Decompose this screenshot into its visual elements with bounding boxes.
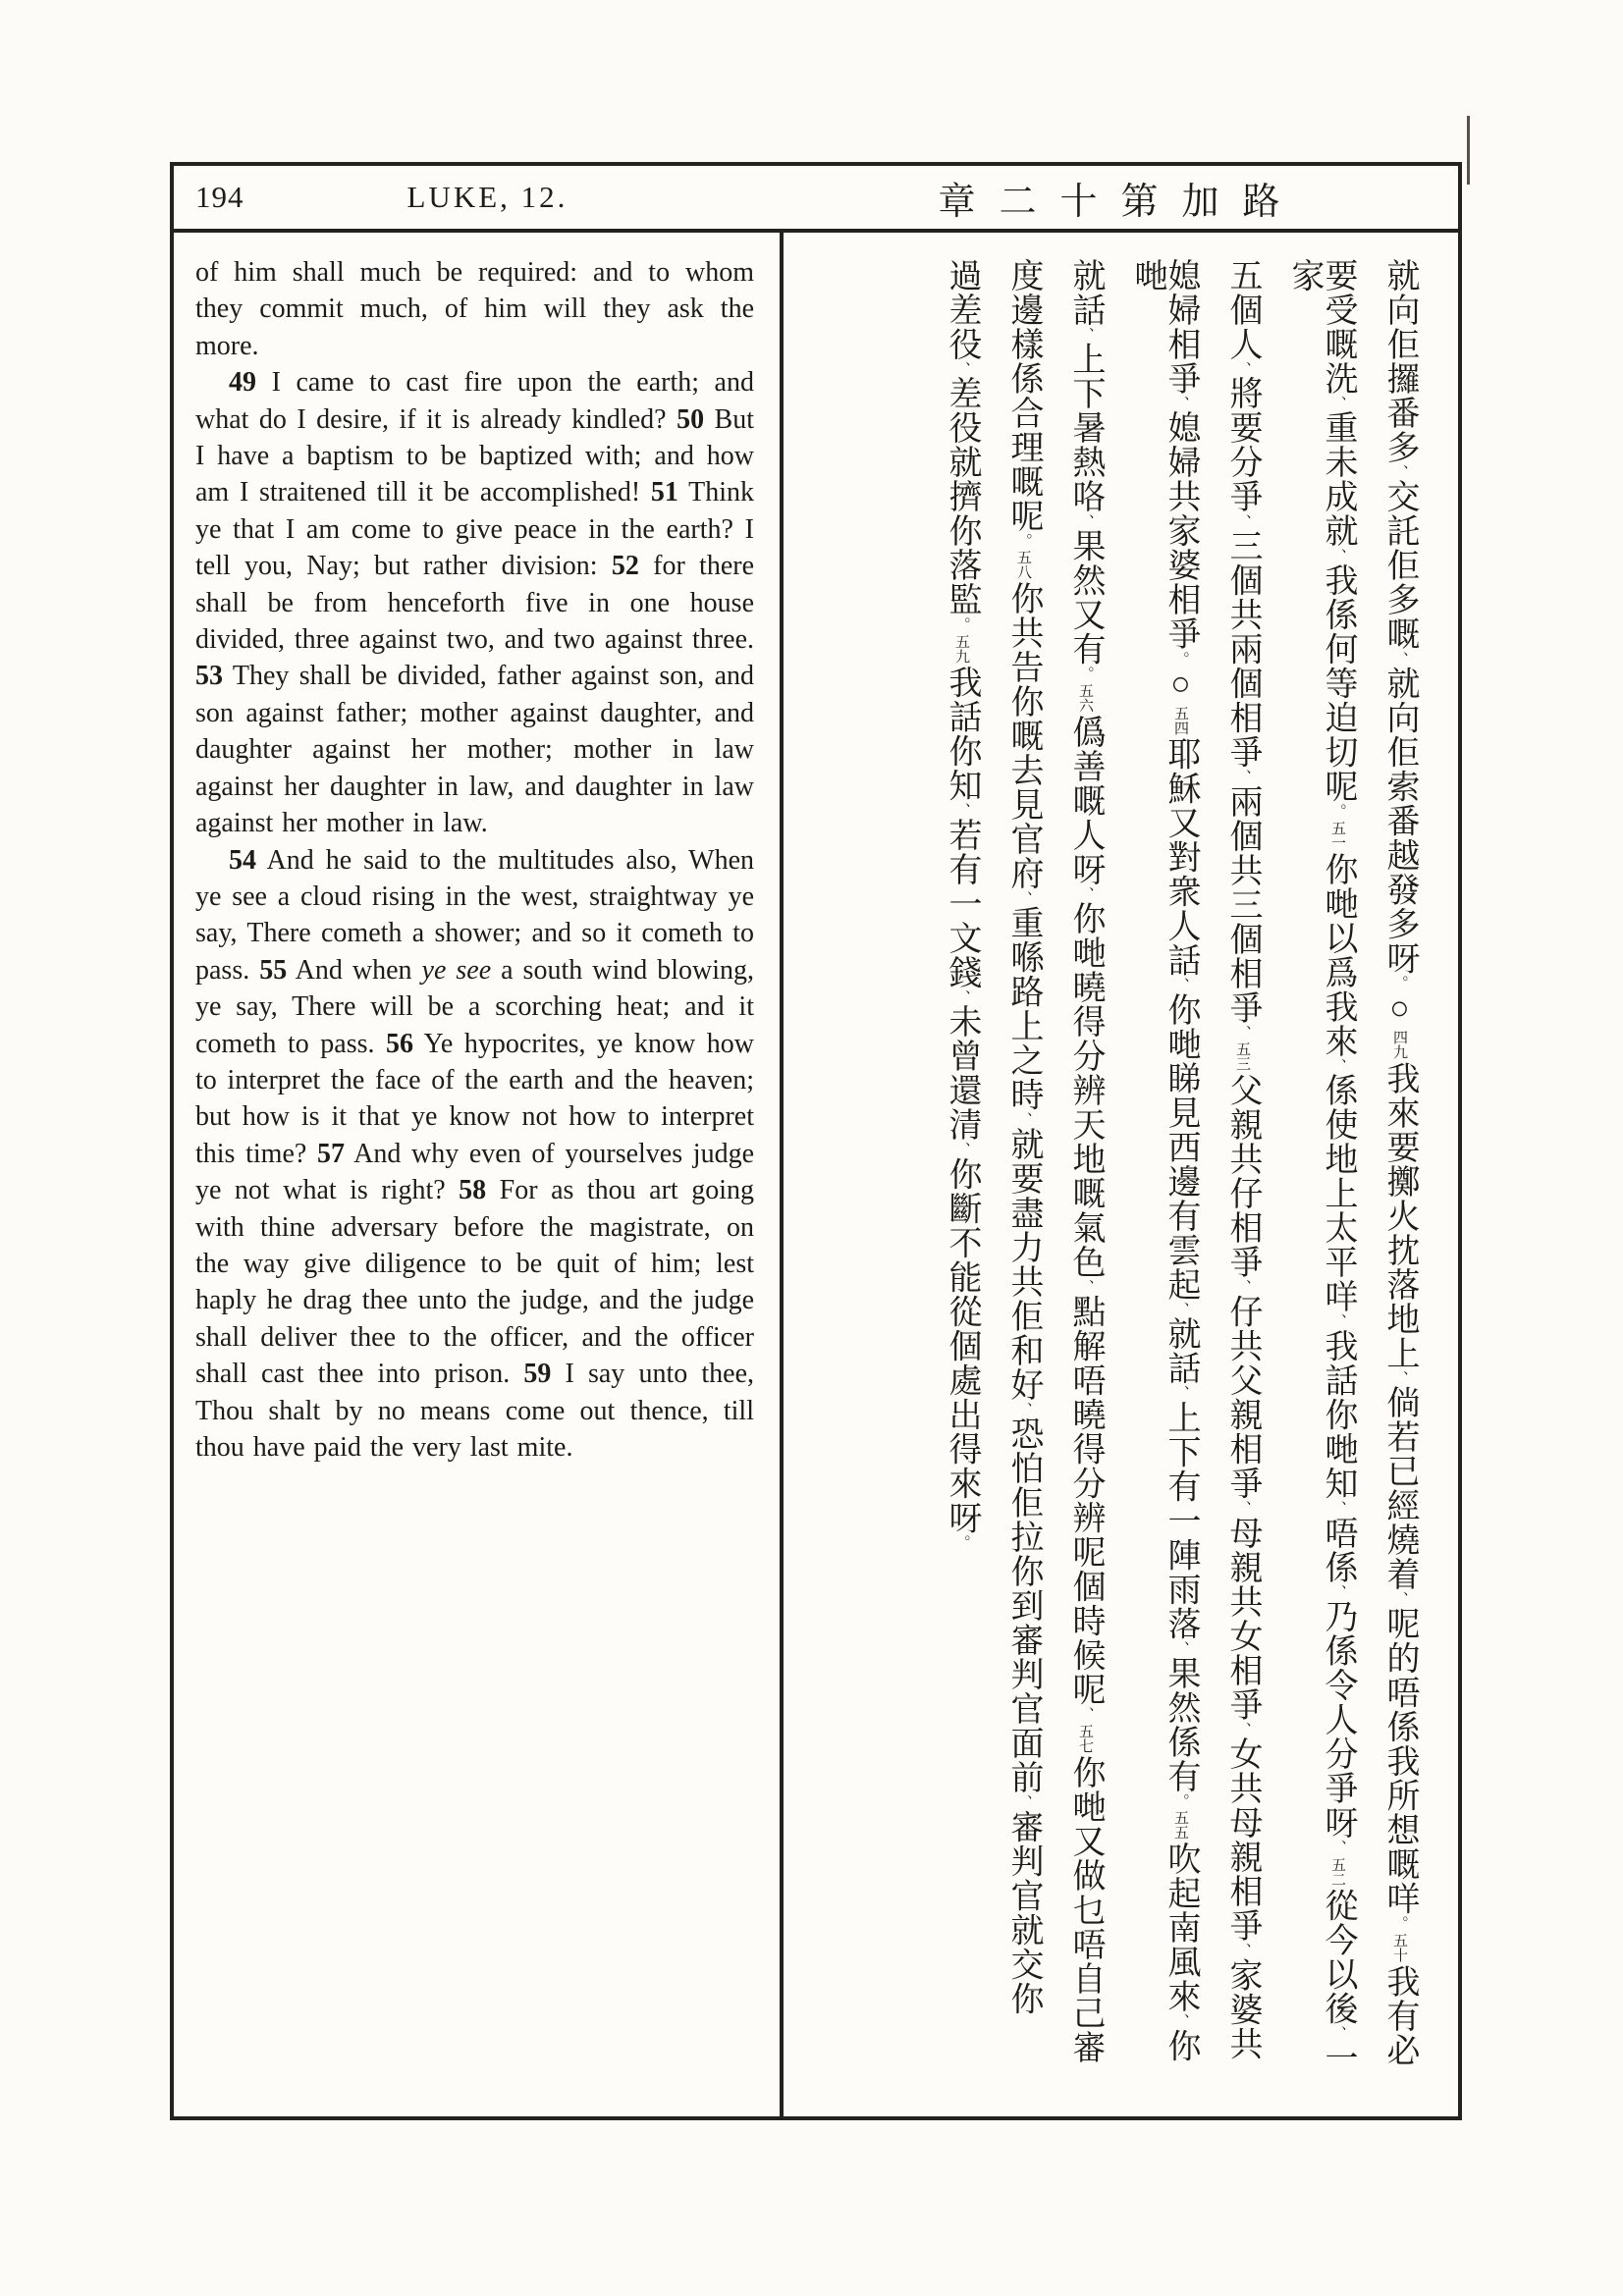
chinese-punctuation: 、: [1077, 1279, 1094, 1295]
chinese-punctuation: 、: [1329, 1057, 1346, 1074]
chinese-punctuation: 、: [1234, 361, 1251, 377]
verse-text: I say unto thee, Thou shalt by no means come out thence, till thou have paid the very last mite.: [195, 1359, 755, 1463]
chinese-punctuation: 、: [1234, 513, 1251, 529]
chinese-punctuation: 、: [1015, 890, 1032, 906]
chinese-punctuation: 、: [1015, 1401, 1032, 1417]
chinese-verse-number-annotation: 五一: [1329, 820, 1345, 850]
chinese-punctuation: 。: [1015, 533, 1032, 549]
verse-text: And when: [287, 954, 422, 986]
chinese-punctuation: 、: [1329, 548, 1346, 563]
chinese-punctuation: 、: [1391, 651, 1408, 667]
chinese-punctuation: 、: [1329, 1840, 1346, 1855]
chinese-punctuation: 、: [1329, 1583, 1346, 1600]
verse-text: I came to cast fire upon the earth; and what do I desire, if it is already kindled?: [195, 367, 754, 435]
chinese-vertical-column: 五個人、將要分爭、三個共兩個相爭、兩個共三個相爭、五三父親共仔相爭、仔共父親相爭、母親共女相爭、女共母親相爭、家婆共: [1224, 258, 1261, 2061]
chinese-punctuation: 、: [1077, 1706, 1094, 1722]
chinese-verse-number-annotation: 五十: [1391, 1932, 1407, 1962]
chinese-verse-number-annotation: 五二: [1329, 1856, 1345, 1887]
chinese-punctuation: 、: [1172, 396, 1189, 411]
english-paragraph: [195, 254, 754, 364]
chinese-vertical-column: 就話、上下暑熱咯、果然又有。五六僞善嘅人呀、你哋曉得分辨天地嘅氣色、點解唔曉得分辨呢個時候呢、五七你哋又做乜唔自己審: [1067, 258, 1104, 2064]
verse-number: 56: [386, 1028, 414, 1059]
english-paragraph: [195, 842, 754, 1467]
verse-text: They shall be divided, father against son, and son against father; mother against daughter, and daughter against her mother; mother in law against her daughter in law, and daughter in law against her mother in law.: [195, 661, 754, 839]
verse-number: 50: [676, 403, 705, 435]
chinese-punctuation: 、: [1172, 2013, 1189, 2029]
chinese-punctuation: 、: [1329, 2025, 1346, 2041]
chinese-vertical-column: 度邊樣係合理嘅呢。五八你共告你嘅去見官府、重喺路上之時、就要盡力共佢和好、恐怕佢拉你到審判官面前、審判官就交你: [1005, 258, 1042, 2016]
page-body: [174, 233, 1458, 2120]
verse-text: And he said to the multitudes also, When ye see a cloud rising in the west, straightway ye say, There cometh a shower; and so it cometh to pass.: [195, 844, 754, 986]
chinese-punctuation: 、: [953, 988, 970, 1005]
chinese-punctuation: 。: [1077, 666, 1094, 681]
verse-number: 59: [523, 1359, 552, 1390]
chinese-punctuation: 、: [1077, 513, 1094, 529]
chinese-verse-number-annotation: 五九: [953, 633, 969, 664]
chinese-punctuation: 、: [1234, 1024, 1251, 1041]
verse-number: 51: [650, 477, 678, 508]
chinese-punctuation: 、: [1172, 1640, 1189, 1656]
chinese-punctuation: 、: [1172, 1301, 1189, 1317]
verse-text: For as thou art going with thine adversary before the magistrate, on the way give diligence to be quit of him; lest haply he drag thee unto the judge, and the judge shall deliver thee to the officer, and the officer shall cast thee into prison.: [195, 1175, 754, 1390]
verse-text: of him shall much be required: and to whom they commit much, of him will they ask the more.: [195, 257, 754, 361]
chinese-punctuation: 、: [1172, 1385, 1189, 1401]
chinese-verse-number-annotation: 五四: [1172, 705, 1188, 735]
english-text-column: [174, 233, 784, 2120]
page-number: 194: [195, 180, 244, 214]
chinese-punctuation: 、: [953, 1142, 970, 1157]
chinese-punctuation: 、: [1329, 1500, 1346, 1516]
chinese-punctuation: 、: [1391, 464, 1408, 480]
adjacent-page-edge-artifact: [1467, 116, 1470, 185]
chinese-punctuation: 。: [953, 616, 970, 632]
chinese-verse-number-annotation: 五六: [1077, 682, 1093, 713]
verse-number: 58: [459, 1175, 487, 1206]
chinese-punctuation: 、: [1329, 1313, 1346, 1329]
verse-text: a south wind blowing, ye say, There will be a scorching heat; and it cometh to pass.: [195, 954, 754, 1059]
chinese-punctuation: 、: [1234, 769, 1251, 784]
chinese-punctuation: 、: [1234, 1279, 1251, 1295]
chinese-verse-number-annotation: 五五: [1172, 1810, 1188, 1841]
verse-number: 55: [259, 954, 288, 986]
chinese-verse-number-annotation: 五三: [1234, 1041, 1250, 1072]
chinese-text-area: [784, 233, 1458, 2120]
chinese-punctuation: 、: [1015, 1111, 1032, 1127]
italic-text: ye see: [421, 954, 492, 986]
chinese-punctuation: 、: [1077, 885, 1094, 902]
verse-number: 49: [229, 367, 256, 399]
chinese-vertical-column: 要受嘅洗、重未成就、我係何等迫切呢。五一你哋以爲我來、係使地上太平咩、我話你哋知、唔係、乃係令人分爭呀、五二從今以後、一家: [1286, 258, 1356, 2075]
verse-number: 53: [195, 661, 223, 692]
chinese-vertical-column: 媳婦相爭、媳婦共家婆相爭。○五四耶穌又對衆人話、你哋睇見西邊有雲起、就話、上下有一陣雨落、果然係有。五五吹起南風來、你哋: [1129, 258, 1199, 2063]
verse-text: for there shall be from henceforth five in one house divided, three against two, and two against three.: [195, 551, 754, 656]
running-title-english: LUKE, 12.: [406, 180, 568, 214]
chinese-vertical-column: 就向佢攞番多、交託佢多嘅、就向佢索番越發多呀。○四九我來要擲火抌落地上、倘若已經燒着、呢的唔係我所想嘅咩。五十我有必: [1381, 258, 1418, 2067]
verse-text: Think ye that I am come to give peace in the earth? I tell you, Nay; but rather division:: [195, 477, 754, 582]
chinese-verse-number-annotation: 四九: [1391, 1029, 1407, 1059]
verse-number: 57: [316, 1138, 345, 1169]
chinese-punctuation: 。: [1391, 975, 1408, 990]
verse-text: But I have a baptism to be baptized with; and how am I straitened till it be accomplished!: [195, 403, 754, 508]
chinese-punctuation: 、: [1391, 1369, 1408, 1386]
chinese-punctuation: 、: [953, 802, 970, 818]
chinese-punctuation: 、: [1015, 1794, 1032, 1810]
chinese-punctuation: 、: [1234, 1500, 1251, 1516]
english-paragraph: [195, 364, 754, 841]
page-header: [174, 166, 1458, 233]
header-left: [174, 180, 784, 215]
chinese-punctuation: 、: [1172, 977, 1189, 992]
chinese-punctuation: 、: [1391, 1591, 1408, 1607]
chinese-punctuation: 、: [953, 361, 970, 377]
running-title-chinese: 章二十第加路: [938, 181, 1304, 223]
header-right: [784, 171, 1458, 225]
chinese-punctuation: 。: [1329, 803, 1346, 819]
chinese-punctuation: 、: [1234, 1943, 1251, 1958]
chinese-punctuation: 、: [1077, 327, 1094, 343]
verse-number: 54: [229, 844, 256, 876]
chinese-punctuation: 、: [1329, 396, 1346, 411]
chinese-vertical-column: 過差役、差役就擠你落監。五九我話你知、若有一文錢、未曾還清、你斷不能從個處出得來呀。: [944, 258, 980, 1550]
chinese-punctuation: 。: [953, 1534, 970, 1550]
page-frame: [170, 162, 1462, 2120]
chinese-verse-number-annotation: 五八: [1015, 550, 1031, 580]
chinese-punctuation: 。: [1391, 1915, 1408, 1931]
verse-text: And why even of yourselves judge ye not what is right?: [195, 1138, 754, 1206]
chinese-verse-number-annotation: 五七: [1077, 1723, 1093, 1753]
verse-text: Ye hypocrites, ye know how to interpret the face of the earth and the heaven; but how is it that ye know not how to interpret this time?: [195, 1028, 754, 1169]
chinese-punctuation: 、: [1234, 1721, 1251, 1737]
verse-number: 52: [611, 551, 639, 582]
chinese-punctuation: 。: [1172, 1792, 1189, 1809]
chinese-punctuation: 。: [1172, 651, 1189, 667]
